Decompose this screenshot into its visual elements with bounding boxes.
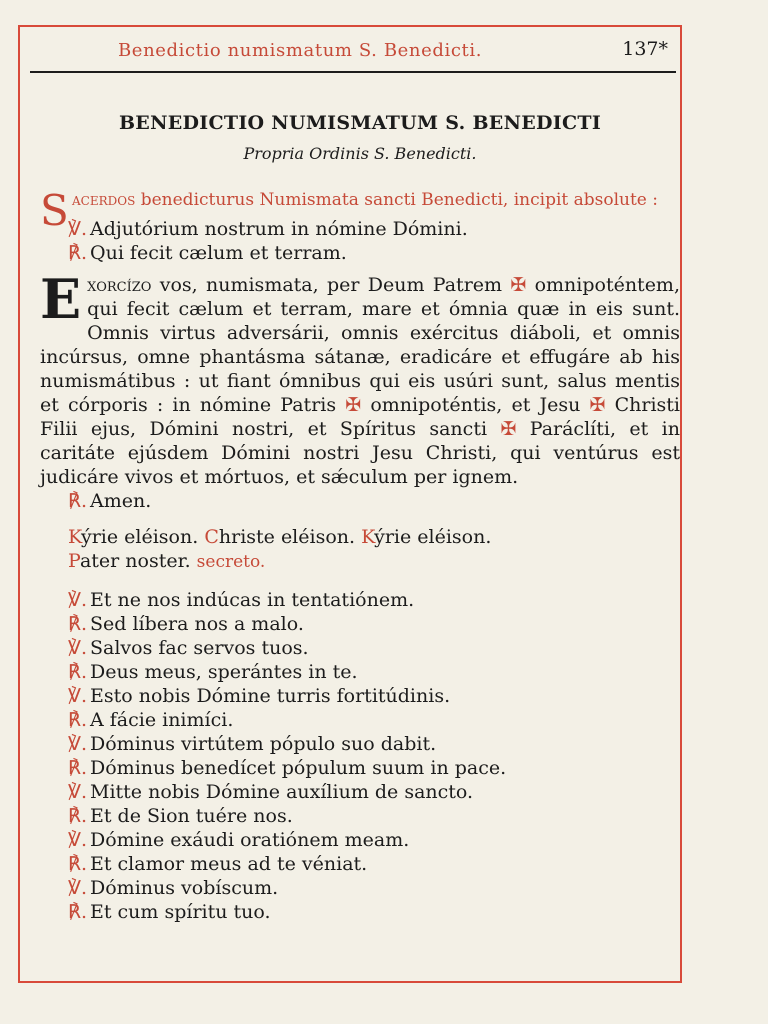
opening-response	[40, 241, 680, 265]
versicle-row	[40, 732, 680, 756]
versicle-row	[40, 684, 680, 708]
versicle-mark: ℣.	[68, 685, 88, 707]
secreto-rubric: secreto.	[196, 552, 266, 572]
pater-noster: ater noster.	[79, 550, 191, 572]
response-mark: ℟.	[68, 490, 88, 512]
response-mark: ℟.	[68, 242, 88, 264]
versicle-row	[40, 804, 680, 828]
versicle-mark: ℟.	[68, 901, 88, 923]
versicle-text: Deus meus, sperántes in te.	[90, 661, 358, 683]
versicle-text: Adjutórium nostrum in nómine Dómini.	[90, 218, 468, 240]
versicle-row	[40, 876, 680, 900]
exorcism-smallcaps: xorcízo	[87, 274, 152, 296]
exorcism-dropcap: E	[40, 267, 82, 331]
exorcism-text-1: vos, numismata, per Deum Patrem	[151, 274, 511, 296]
versicle-text: Et ne nos indúcas in tentatiónem.	[90, 589, 415, 611]
versicle-mark: ℟.	[68, 853, 88, 875]
kyrie-paragraph: Kýrie eléison. Christe eléison. Kýrie eléison. Pater noster. secreto.	[68, 526, 492, 572]
versicle-row	[40, 828, 680, 852]
versicle-text: Dóminus vobíscum.	[90, 877, 279, 899]
rubric-smallcaps: acerdos	[72, 190, 136, 210]
versicle-text: Dómine exáudi oratiónem meam.	[90, 829, 410, 851]
versicle-text: Dóminus virtútem pópulo suo dabit.	[90, 733, 437, 755]
versicle-mark: ℣.	[68, 589, 88, 611]
kyrie-2: ýrie eléison.	[374, 526, 492, 548]
amen-text: Amen.	[90, 490, 152, 512]
exorcism-paragraph	[40, 267, 681, 489]
versicle-mark: ℣.	[68, 637, 88, 659]
versicle-row	[40, 900, 680, 924]
rubric-dropcap: S	[40, 186, 69, 235]
kyrie-initial: K	[68, 526, 81, 548]
exorcism-text-5: Paráclíti, et in caritáte ejúsdem Dómini nostri Jesu Christi, qui ventúrus est judicáre vivos et mórtuos, et sǽculum per ignem.	[40, 418, 680, 488]
versicle-row	[40, 660, 680, 684]
versicle-text: Sed líbera nos a malo.	[90, 613, 304, 635]
exorcism-text-3: omnipoténtis, et Jesu	[361, 394, 590, 416]
versicle-text: Et de Sion tuére nos.	[90, 805, 293, 827]
versicle-text: Et cum spíritu tuo.	[90, 901, 271, 923]
versicle-text: A fácie inimíci.	[90, 709, 234, 731]
versicle-row	[40, 852, 680, 876]
versicle-text: Esto nobis Dómine turris fortitúdinis.	[90, 685, 451, 707]
cross-icon: ✠	[589, 394, 606, 416]
versicle-row	[40, 756, 680, 780]
section-subtitle: Propria Ordinis S. Benedicti.	[243, 144, 477, 163]
versicle-text: Dóminus benedícet pópulum suum in pace.	[90, 757, 507, 779]
versicle-mark: ℟.	[68, 805, 88, 827]
page-number: 137*	[622, 38, 668, 60]
running-title: Benedictio numismatum S. Benedicti.	[117, 40, 483, 61]
versicle-text: Mitte nobis Dómine auxílium de sancto.	[90, 781, 474, 803]
versicle-mark: ℣.	[68, 781, 88, 803]
christe: hriste eléison.	[218, 526, 356, 548]
amen-response	[40, 489, 680, 513]
cross-icon: ✠	[510, 274, 527, 296]
opening-versicle	[40, 217, 680, 241]
versicle-text: Et clamor meus ad te véniat.	[90, 853, 368, 875]
versicle-mark: ℣.	[68, 877, 88, 899]
versicle-mark: ℟.	[68, 709, 88, 731]
versicle-mark: ℣.	[68, 829, 88, 851]
versicle-mark: ℣.	[68, 218, 88, 240]
versicle-list	[40, 588, 680, 924]
versicle-mark: ℟.	[68, 757, 88, 779]
cross-icon: ✠	[345, 394, 362, 416]
versicle-row	[40, 636, 680, 660]
page-body	[40, 112, 680, 924]
header-rule	[30, 71, 676, 73]
versicle-row	[40, 588, 680, 612]
running-head	[18, 36, 682, 66]
section-title: BENEDICTIO NUMISMATUM S. BENEDICTI	[118, 112, 602, 134]
kyrie-1: ýrie eléison.	[80, 526, 199, 548]
versicle-text: Salvos fac servos tuos.	[90, 637, 309, 659]
versicle-mark: ℣.	[68, 733, 88, 755]
rubric-text: benedicturus Numismata sancti Benedicti, incipit absolute :	[135, 190, 659, 210]
response-text: Qui fecit cælum et terram.	[90, 242, 347, 264]
cross-icon: ✠	[500, 418, 517, 440]
versicle-row	[40, 708, 680, 732]
versicle-mark: ℟.	[68, 661, 88, 683]
versicle-mark: ℟.	[68, 613, 88, 635]
versicle-row	[40, 780, 680, 804]
exorcism-text-2: omnipoténtem, qui fecit cælum et terram, mare et ómnia quæ in eis sunt. Omnis virtus adversárii, omnis exércitus diáboli, et omnis incúrsus, omne phantásma sátanæ, eradicáre et effugáre ab his numismátibus : ut fiant ómnibus qui eis usúri sunt, salus mentis et córporis : in nómine Patris	[40, 274, 680, 416]
exorcism-text-4: Christi Filii ejus, Dómini nostri, et Spíritus sancti	[40, 394, 681, 440]
versicle-row	[40, 612, 680, 636]
